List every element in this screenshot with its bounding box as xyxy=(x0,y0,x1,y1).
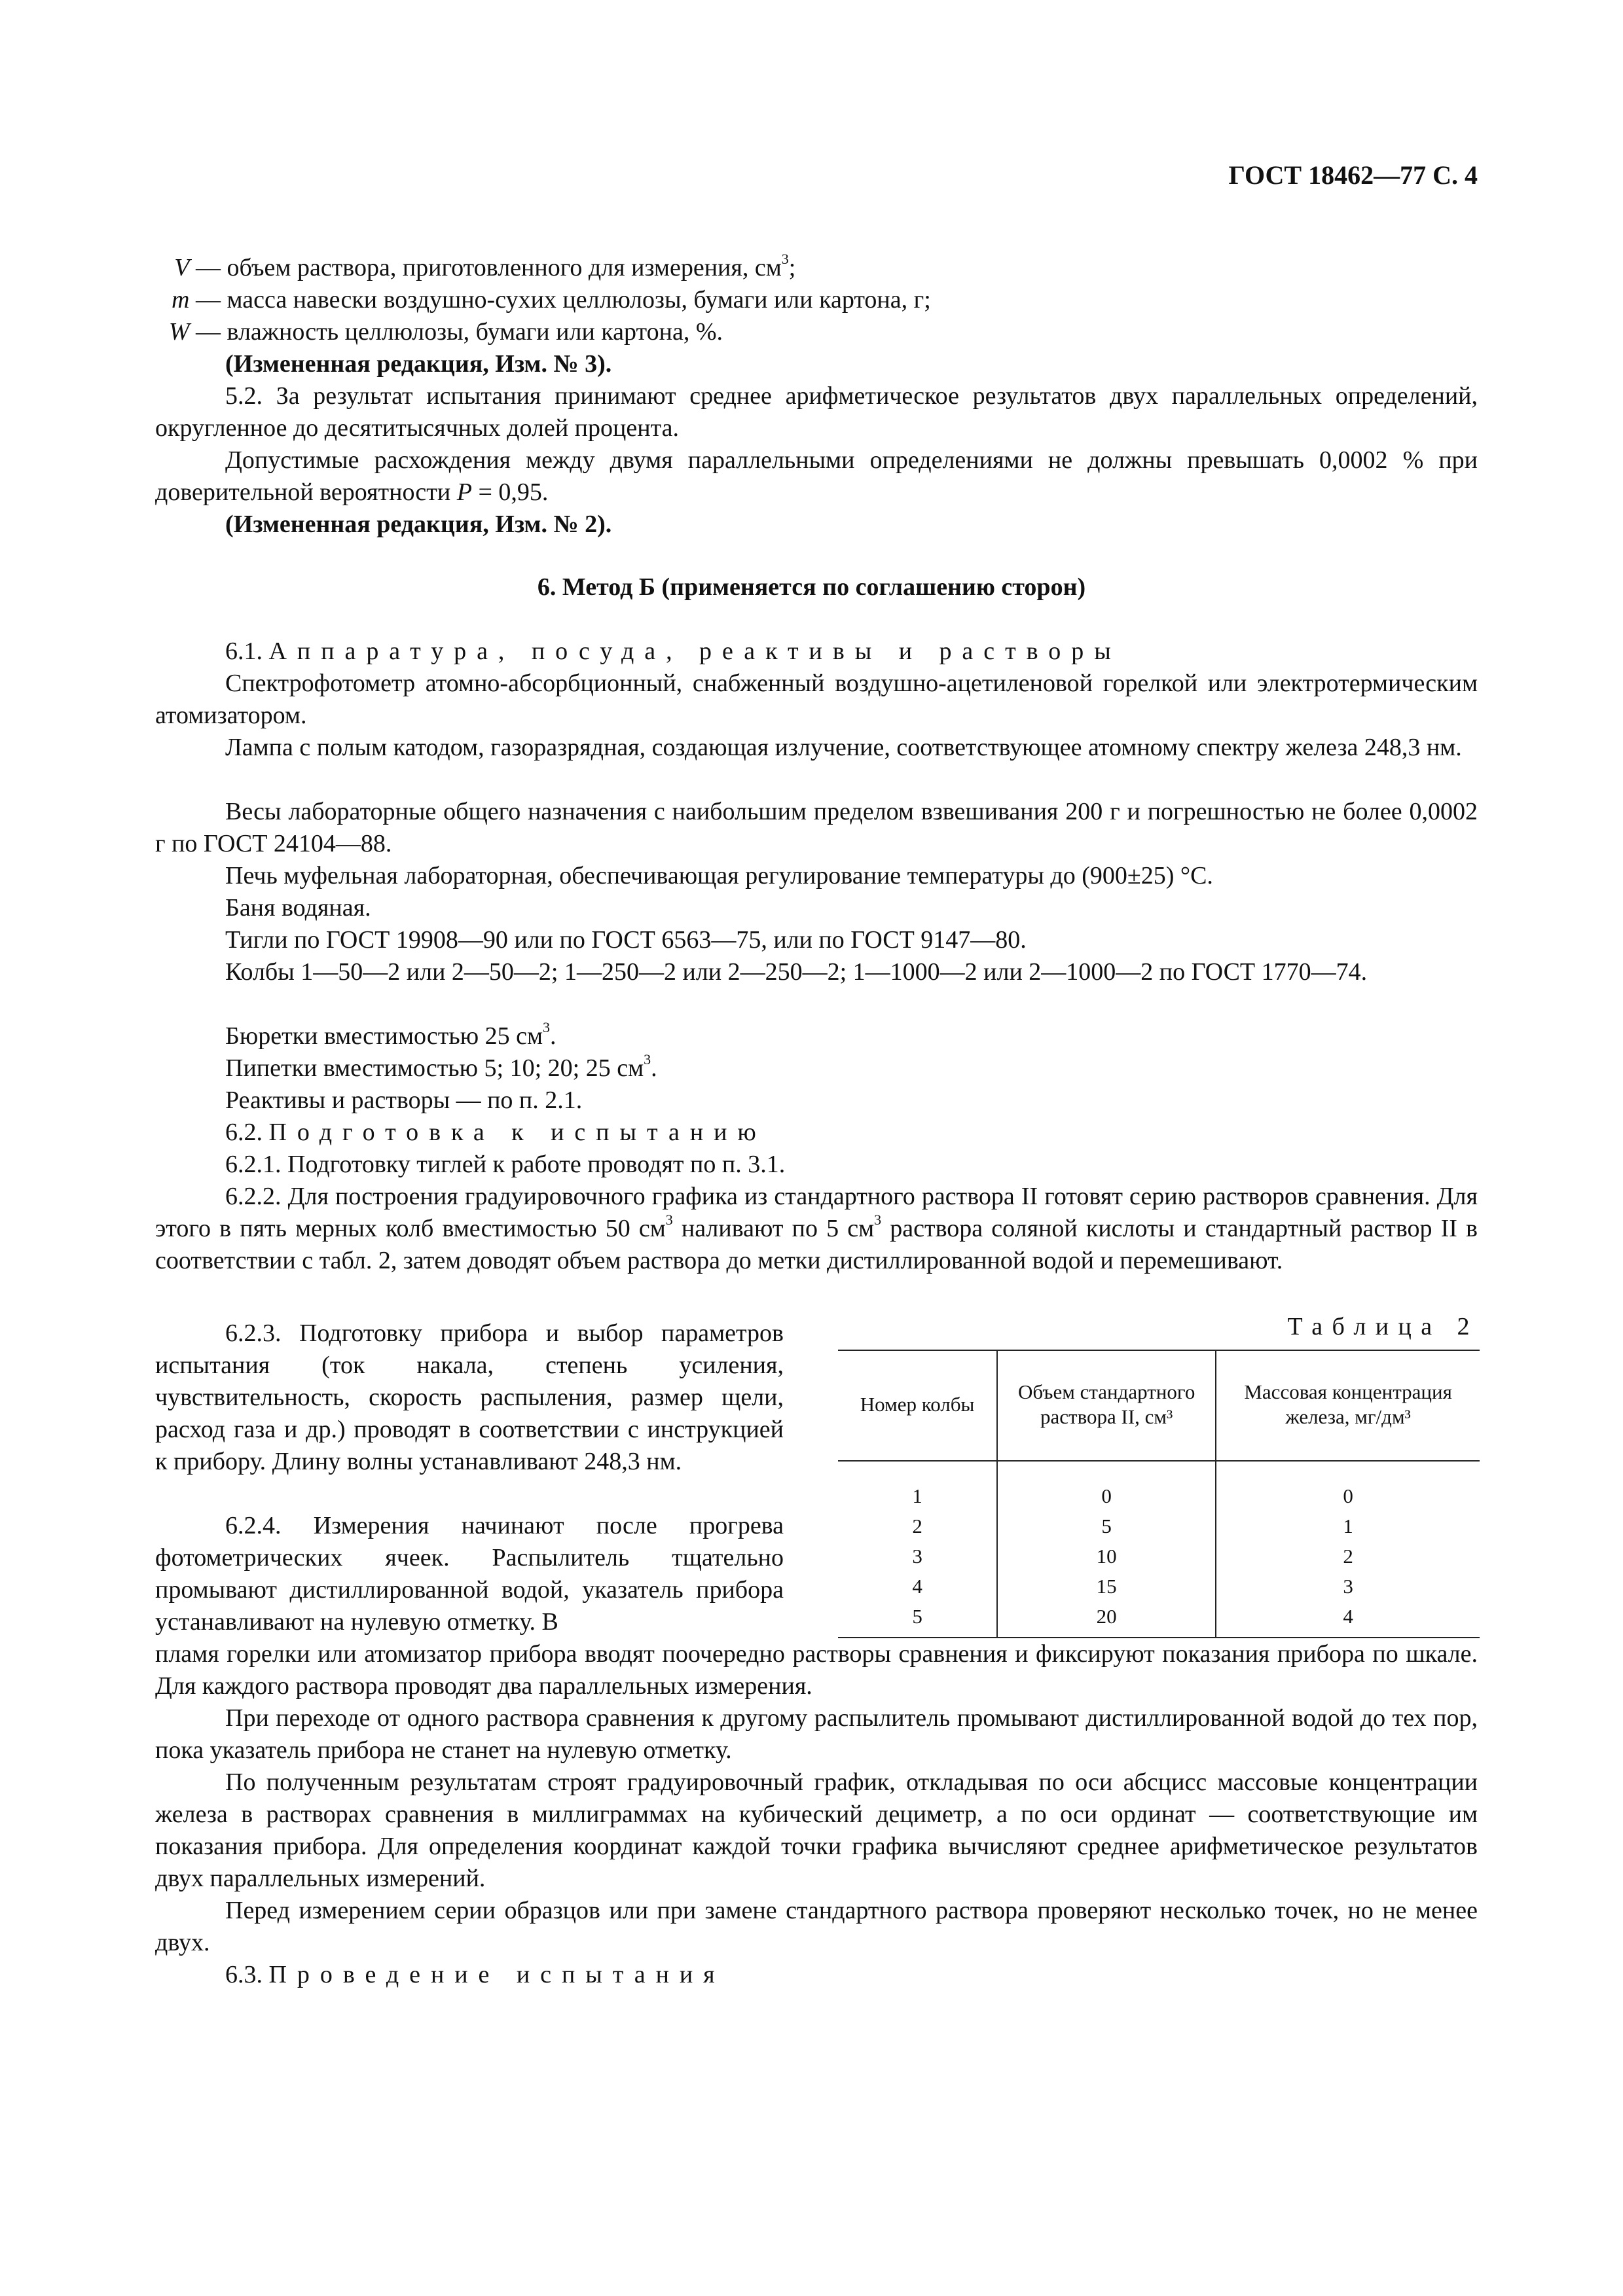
table-cell: 1 xyxy=(1216,1511,1480,1541)
paragraph-lamp: Лампа с полым катодом, газоразрядная, создающая излучение, соответствующее атомному спектру железа 248,3 нм. xyxy=(225,734,1462,761)
table-cell: 4 xyxy=(1216,1602,1480,1638)
table-cell: 0 xyxy=(1216,1461,1480,1511)
paragraph-burettes: Бюретки вместимостью 25 $см^3$. xyxy=(225,1019,556,1050)
table-cell: 5 xyxy=(997,1511,1216,1541)
paragraph-scales: Весы лабораторные общего назначения с наибольшим пределом взвешивания 200 г и погрешностью не более 0,0002 г по ГОСТ 24104—88. xyxy=(155,798,1478,857)
table-row xyxy=(838,1571,1480,1602)
paragraph-check-points: Перед измерением серии образцов или при замене стандартного раствора проверяют несколько точек, но не менее двух. xyxy=(155,1897,1478,1956)
paragraph-calibration-graph: По полученным результатам строят градуировочный график, откладывая по оси абсцисс массовые концентрации железа в растворах сравнения в миллиграммах на кубический дециметр, а по оси ординат — соответствующие им показания прибора. Для определения координат каждой точки графика вычисляют среднее арифметическое результатов двух параллельных измерений. xyxy=(155,1768,1478,1892)
table-cell: 2 xyxy=(912,1515,922,1537)
table-row xyxy=(838,1541,1480,1571)
definition-w: W — влажность целлюлозы, бумаги или картона, %. xyxy=(168,318,723,346)
heading-6-3: 6.3. Проведение испытания xyxy=(225,1961,725,1988)
definition-m: m — масса навески воздушно-сухих целлюлозы, бумаги или картона, г; xyxy=(172,286,931,314)
paragraph-crucibles: Тигли по ГОСТ 19908—90 или по ГОСТ 6563—75, или по ГОСТ 9147—80. xyxy=(225,926,1027,954)
table-cell: 0 xyxy=(997,1461,1216,1511)
table-cell: 2 xyxy=(1216,1541,1480,1571)
table-row xyxy=(838,1511,1480,1541)
table-cell: 3 xyxy=(912,1545,922,1568)
table-cell: 5 xyxy=(838,1602,997,1638)
paragraph-6-2-1: 6.2.1. Подготовку тиглей к работе проводят по п. 3.1. xyxy=(225,1151,786,1178)
definition-v: V — объем раствора, приготовленного для измерения, $см^3$; xyxy=(174,251,796,281)
paragraph-spectrophotometer: Спектрофотометр атомно-абсорбционный, снабженный воздушно-ацетиленовой горелкой или электротермическим атомизатором. xyxy=(155,670,1478,729)
paragraph-6-2-2: 6.2.2. Для построения градуировочного графика из стандартного раствора II готовят серию растворов сравнения. Для этого в пять мерных колб вместимостью 50 $см^3$ наливают по 5 $см^3$ раствора соляной кислоты и стандартный раствор II в соответствии с табл. 2, затем доводят объем раствора до метки дистиллированной водой и перемешивают. xyxy=(155,1183,1478,1274)
table-caption: Таблица 2 xyxy=(1287,1313,1479,1340)
paragraph-water-bath: Баня водяная. xyxy=(225,894,371,922)
table-cell: 10 xyxy=(997,1541,1216,1571)
table-cell: 20 xyxy=(997,1602,1216,1638)
heading-6-2: 6.2. Подготовка к испытанию xyxy=(225,1119,767,1146)
paragraph-nebulizer-rinse: При переходе от одного раствора сравнения к другому распылитель промывают дистиллированной водой до тех пор, пока указатель прибора не станет на нулевую отметку. xyxy=(155,1704,1478,1764)
symbol-v: V xyxy=(174,254,190,281)
amendment-note-3: (Измененная редакция, Изм. № 3). xyxy=(225,350,612,378)
paragraph-reagents: Реактивы и растворы — по п. 2.1. xyxy=(225,1086,583,1114)
definition-m-text: масса навески воздушно-сухих целлюлозы, бумаги или картона, г; xyxy=(227,286,931,314)
paragraph-furnace: Печь муфельная лабораторная, обеспечивающая регулирование температуры до (900±25) °С. xyxy=(225,862,1213,889)
table-cell: 4 xyxy=(912,1575,922,1598)
paragraph-5-2-tolerance: Допустимые расхождения между двумя параллельными определениями не должны превышать 0,0002 % при доверительной вероятности P = 0,95. xyxy=(155,446,1478,506)
symbol-m: m xyxy=(172,286,190,314)
table-header-volume: Объем стандартного раствора II, см³ xyxy=(997,1350,1216,1461)
table-cell: 15 xyxy=(997,1571,1216,1602)
table-row xyxy=(838,1461,1480,1511)
definition-v-text: объем раствора, приготовленного для измерения, см xyxy=(227,254,782,281)
amendment-note-2: (Измененная редакция, Изм. № 2). xyxy=(225,511,612,538)
paragraph-pipettes: Пипетки вместимостью 5; 10; 20; 25 $см^3$. xyxy=(225,1051,657,1082)
paragraph-5-2: 5.2. За результат испытания принимают среднее арифметическое результатов двух параллельных определений, округленное до десятитысячных долей процента. xyxy=(155,382,1478,442)
definition-w-text: влажность целлюлозы, бумаги или картона, %. xyxy=(227,318,723,346)
paragraph-6-2-4-continued: пламя горелки или атомизатор прибора вводят поочередно растворы сравнения и фиксируют показания прибора по шкале. Для каждого раствора проводят два параллельных измерения. xyxy=(155,1640,1478,1700)
paragraph-6-2-3: 6.2.3. Подготовку прибора и выбор параметров испытания (ток накала, степень усиления, чувствительность, скорость распыления, размер щели, расход газа и др.) проводят в соответствии с инструкцией к прибору. Длину волны устанавливают 248,3 нм. xyxy=(155,1319,784,1475)
table-row xyxy=(838,1602,1480,1638)
symbol-w: W xyxy=(168,318,190,346)
table-cell: 1 xyxy=(912,1484,922,1507)
data-table xyxy=(838,1350,1480,1638)
running-header: ГОСТ 18462—77 С. 4 xyxy=(1228,160,1478,190)
table-cell: 3 xyxy=(1216,1571,1480,1602)
section-6-title: 6. Метод Б (применяется по соглашению сторон) xyxy=(537,573,1086,601)
paragraph-6-2-4: 6.2.4. Измерения начинают после прогрева фотометрических ячеек. Распылитель тщательно промывают дистиллированной водой, указатель прибора устанавливают на нулевую отметку. В xyxy=(155,1512,784,1636)
paragraph-flasks: Колбы 1—50—2 или 2—50—2; 1—250—2 или 2—250—2; 1—1000—2 или 2—1000—2 по ГОСТ 1770—74. xyxy=(225,958,1368,986)
heading-6-1: 6.1. Аппаратура, посуда, реактивы и растворы xyxy=(225,637,1122,665)
table-header-concentration: Массовая концентрация железа, мг/дм³ xyxy=(1216,1350,1480,1461)
table-header-flask: Номер колбы xyxy=(838,1350,997,1461)
